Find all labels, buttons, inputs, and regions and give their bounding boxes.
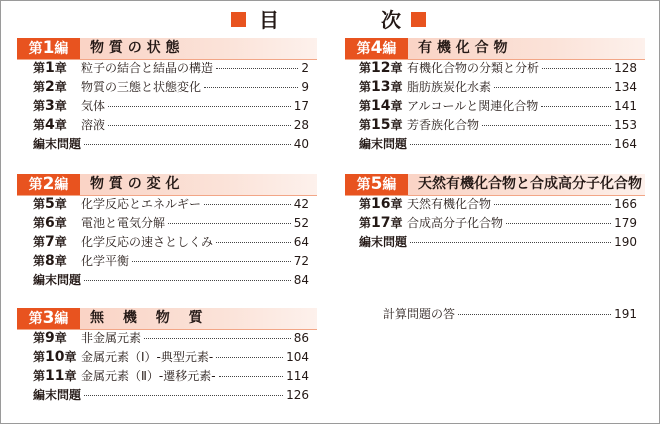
leader-dots: [410, 144, 611, 145]
toc-entry-review[interactable]: [359, 135, 637, 154]
leader-dots: [204, 87, 298, 88]
toc-entry[interactable]: [33, 195, 309, 214]
chapter-title: 化学平衡: [81, 254, 130, 268]
leader-dots: [542, 68, 611, 69]
section-header: [345, 38, 645, 60]
chapter-number: 第5章: [33, 196, 67, 212]
section-2: [17, 174, 317, 287]
page-number: 64: [293, 235, 309, 249]
toc-entry[interactable]: [33, 116, 309, 135]
page-number: 190: [614, 235, 637, 249]
chapter-number: 第10章: [33, 349, 77, 365]
leader-dots: [482, 125, 611, 126]
section-header: [345, 174, 645, 196]
chapter-title: 非金属元素: [81, 331, 142, 345]
page-number: 128: [614, 61, 637, 75]
toc-entry[interactable]: [33, 59, 309, 78]
toc-title-left: 目: [259, 8, 279, 32]
leader-dots: [410, 242, 611, 243]
toc-title-right: 次: [381, 8, 401, 32]
leader-dots: [84, 395, 283, 396]
chapter-title: 化学反応の速さとしくみ: [81, 235, 214, 249]
toc-entry[interactable]: [33, 252, 309, 271]
toc-entry-answers[interactable]: [383, 305, 637, 324]
toc-entry[interactable]: [33, 329, 309, 348]
toc-entry[interactable]: [359, 116, 637, 135]
section-title: 物 質 の 変 化: [90, 176, 180, 192]
page-number: 164: [614, 137, 637, 151]
toc-entry[interactable]: [359, 97, 637, 116]
page-number: 126: [286, 388, 309, 402]
page-number: 9: [301, 80, 309, 94]
page-number: 2: [301, 61, 309, 75]
toc-entry-review[interactable]: [359, 233, 637, 252]
chapter-number: 第16章: [359, 196, 403, 212]
section-title: 天然有機化合物と合成高分子化合物: [418, 176, 642, 192]
toc-entry[interactable]: [33, 97, 309, 116]
toc-entry[interactable]: [359, 195, 637, 214]
leader-dots: [132, 261, 291, 262]
page-number: 72: [293, 254, 309, 268]
toc-title: [1, 8, 659, 34]
toc-entry[interactable]: [33, 348, 309, 367]
leader-dots: [144, 338, 291, 339]
chapter-number: 第15章: [359, 117, 403, 133]
page-number: 104: [286, 350, 309, 364]
section-title: 有 機 化 合 物: [418, 40, 508, 56]
review-title: 編末問題: [33, 388, 82, 402]
chapter-number: 第6章: [33, 215, 67, 231]
section-badge: 第1編: [17, 38, 80, 59]
chapter-title: 溶液: [81, 118, 106, 132]
chapter-number: 第13章: [359, 79, 403, 95]
chapter-title: 物質の三態と状態変化: [81, 80, 202, 94]
chapter-number: 第12章: [359, 60, 403, 76]
page-number: 28: [293, 118, 309, 132]
review-title: 編末問題: [33, 137, 82, 151]
chapter-number: 第7章: [33, 234, 67, 250]
leader-dots: [494, 204, 611, 205]
section-3: [17, 308, 317, 402]
answers-title: 計算問題の答: [383, 307, 456, 321]
leader-dots: [494, 87, 611, 88]
review-title: 編末問題: [33, 273, 82, 287]
toc-entry-review[interactable]: [33, 386, 309, 405]
chapter-title: 有機化合物の分類と分析: [407, 61, 540, 75]
toc-entry-review[interactable]: [33, 271, 309, 290]
chapter-title: 合成高分子化合物: [407, 216, 504, 230]
chapter-number: 第9章: [33, 330, 67, 346]
leader-dots: [458, 314, 611, 315]
page-number: 86: [293, 331, 309, 345]
chapter-title: アルコールと関連化合物: [407, 99, 539, 113]
review-title: 編末問題: [359, 137, 408, 151]
leader-dots: [216, 242, 291, 243]
toc-entry-review[interactable]: [33, 135, 309, 154]
page-number: 52: [293, 216, 309, 230]
section-title: 物 質 の 状 態: [90, 40, 180, 56]
chapter-number: 第14章: [359, 98, 403, 114]
page-number: 191: [614, 307, 637, 321]
toc-entry[interactable]: [33, 233, 309, 252]
chapter-title: 気体: [81, 99, 106, 113]
section-header: [17, 38, 317, 60]
toc-entry[interactable]: [33, 367, 309, 386]
page-number: 17: [293, 99, 309, 113]
toc-entry[interactable]: [33, 214, 309, 233]
page-number: 141: [614, 99, 637, 113]
section-1: [17, 38, 317, 151]
chapter-title: 金属元素（Ⅰ）-典型元素-: [81, 350, 214, 364]
leader-dots: [168, 223, 291, 224]
chapter-number: 第4章: [33, 117, 67, 133]
leader-dots: [506, 223, 611, 224]
leader-dots: [541, 106, 611, 107]
leader-dots: [216, 357, 283, 358]
toc-entry[interactable]: [33, 78, 309, 97]
chapter-title: 電池と電気分解: [81, 216, 166, 230]
chapter-number: 第1章: [33, 60, 67, 76]
chapter-number: 第11章: [33, 368, 77, 384]
chapter-number: 第17章: [359, 215, 403, 231]
section-badge: 第4編: [345, 38, 408, 59]
section-badge: 第5編: [345, 174, 408, 195]
leader-dots: [216, 68, 298, 69]
chapter-title: 天然有機化合物: [407, 197, 492, 211]
toc-entry[interactable]: [359, 214, 637, 233]
toc-entry[interactable]: [359, 78, 637, 97]
chapter-number: 第3章: [33, 98, 67, 114]
section-badge: 第3編: [17, 308, 80, 329]
chapter-title: 粒子の結合と結晶の構造: [81, 61, 214, 75]
page-number: 153: [614, 118, 637, 132]
page-number: 84: [293, 273, 309, 287]
page-number: 40: [293, 137, 309, 151]
section-badge: 第2編: [17, 174, 80, 195]
leader-dots: [108, 125, 291, 126]
page-number: 179: [614, 216, 637, 230]
leader-dots: [108, 106, 291, 107]
section-5: [345, 174, 645, 249]
page-number: 166: [614, 197, 637, 211]
review-title: 編末問題: [359, 235, 408, 249]
leader-dots: [84, 144, 291, 145]
section-header: [17, 308, 317, 330]
section-4: [345, 38, 645, 151]
section-title: 無 機 物 質: [90, 310, 203, 326]
toc-entry[interactable]: [359, 59, 637, 78]
orange-square-icon: [231, 12, 246, 27]
chapter-title: 化学反応とエネルギー: [81, 197, 202, 211]
leader-dots: [204, 204, 291, 205]
chapter-title: 芳香族化合物: [407, 118, 480, 132]
page-number: 114: [286, 369, 309, 383]
orange-square-icon: [411, 12, 426, 27]
leader-dots: [219, 376, 284, 377]
leader-dots: [84, 280, 291, 281]
page-number: 134: [614, 80, 637, 94]
chapter-number: 第8章: [33, 253, 67, 269]
section-header: [17, 174, 317, 196]
page-number: 42: [293, 197, 309, 211]
chapter-title: 金属元素（Ⅱ）-遷移元素-: [81, 369, 216, 383]
chapter-number: 第2章: [33, 79, 67, 95]
chapter-title: 脂肪族炭化水素: [407, 80, 492, 94]
